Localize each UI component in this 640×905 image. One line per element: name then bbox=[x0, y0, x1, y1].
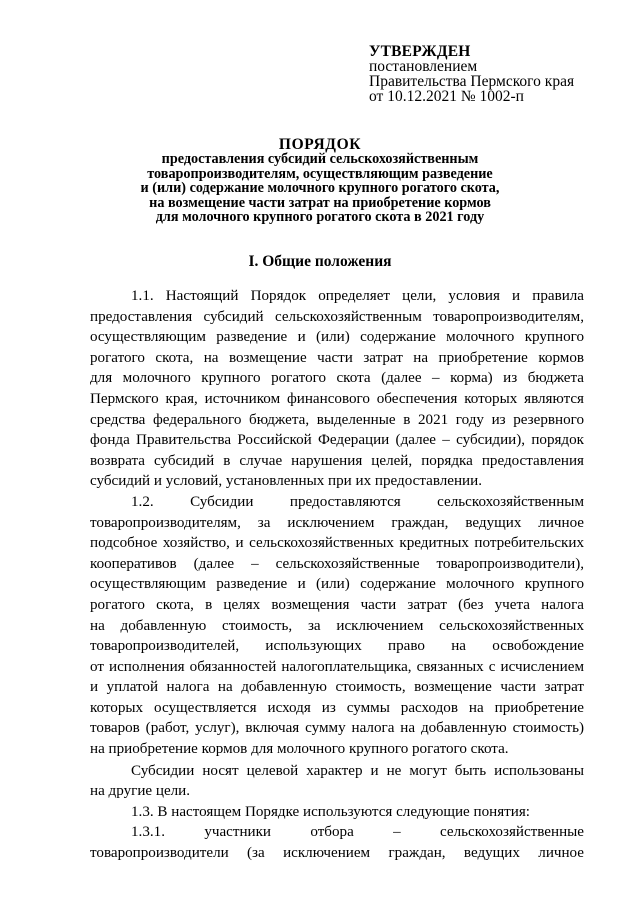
document-title: ПОРЯДОК bbox=[278, 136, 362, 153]
body-line: предоставления субсидий сельскохозяйственным товаропроизводителям, bbox=[90, 308, 584, 325]
body-line: от исполнения обязанностей налогоплательщика, связанных с исчислением bbox=[90, 658, 584, 675]
approval-title: УТВЕРЖДЕН bbox=[369, 43, 471, 60]
body-line: рогатого скота, на возмещение части затрат на приобретение кормов bbox=[90, 349, 584, 366]
approval-stamp bbox=[369, 44, 574, 104]
body-line: 1.3.1. участники отбора – сельскохозяйственные bbox=[131, 824, 584, 841]
body-line: на приобретение кормов для молочного крупного рогатого скота. bbox=[90, 741, 509, 758]
body-line: кооперативов (далее – сельскохозяйственные товаропроизводители), bbox=[90, 555, 584, 572]
body-line: осуществляющим разведение и (или) содержание молочного крупного bbox=[90, 576, 584, 593]
body-line: товаропроизводителям, за исключением граждан, ведущих личное bbox=[90, 514, 584, 531]
body-line: на добавленную стоимость, за исключением сельскохозяйственных bbox=[90, 617, 584, 634]
body-line: товаропроизводителей, использующих право на освобождение bbox=[90, 638, 584, 655]
subtitle-line: предоставления субсидий сельскохозяйственным bbox=[161, 151, 479, 167]
document-body bbox=[90, 286, 584, 864]
subtitle-line: на возмещение части затрат на приобретение кормов bbox=[149, 194, 491, 211]
body-line: на другие цели. bbox=[90, 783, 191, 800]
body-line: средства федерального бюджета, выделенные в 2021 году из резервного bbox=[90, 411, 584, 428]
subtitle-line: и (или) содержание молочного крупного рогатого скота, bbox=[140, 180, 500, 197]
body-line: Субсидии носят целевой характер и не могут быть использованы bbox=[131, 762, 584, 779]
body-line: подсобное хозяйство, и сельскохозяйственных кредитных потребительских bbox=[90, 535, 584, 552]
body-line: 1.3. В настоящем Порядке используются следующие понятия: bbox=[131, 803, 530, 820]
approval-line: Правительства Пермского края bbox=[369, 73, 575, 90]
body-line: осуществляющим разведение и (или) содержание молочного крупного bbox=[90, 329, 584, 346]
approval-line: постановлением bbox=[369, 58, 478, 75]
document-subtitle bbox=[0, 152, 640, 225]
section-title: I. Общие положения bbox=[248, 253, 392, 270]
body-line: субсидий и условий, установленных при их предоставлении. bbox=[90, 473, 482, 490]
body-line: товаропроизводители (за исключением граждан, ведущих личное bbox=[90, 845, 584, 862]
approval-line: от 10.12.2021 № 1002-п bbox=[369, 88, 524, 105]
body-line: возврата субсидий в случае нарушения целей, порядка предоставления bbox=[90, 452, 584, 469]
subtitle-line: для молочного крупного рогатого скота в 2021 году bbox=[155, 209, 485, 226]
body-line: 1.1. Настоящий Порядок определяет цели, условия и правила bbox=[131, 288, 584, 304]
body-line: фонда Правительства Российской Федерации (далее – субсидии), порядок bbox=[90, 432, 584, 449]
body-line: для молочного крупного рогатого скота (далее – корма) из бюджета bbox=[90, 370, 584, 387]
body-line: которых осуществляется исходя из суммы расходов на приобретение bbox=[90, 699, 584, 716]
body-line: 1.2. Субсидии предоставляются сельскохозяйственным bbox=[131, 493, 584, 510]
subtitle-line: товаропроизводителям, осуществляющим разведение bbox=[147, 165, 493, 182]
body-line: рогатого скота, в целях возмещения части затрат (без учета налога bbox=[90, 596, 584, 613]
body-line: товаров (работ, услуг), включая сумму налога на добавленную стоимость) bbox=[90, 720, 584, 737]
body-line: Пермского края, источником финансового обеспечения которых являются bbox=[90, 390, 584, 407]
body-line: и уплатой налога на добавленную стоимость, возмещение части затрат bbox=[90, 679, 584, 696]
